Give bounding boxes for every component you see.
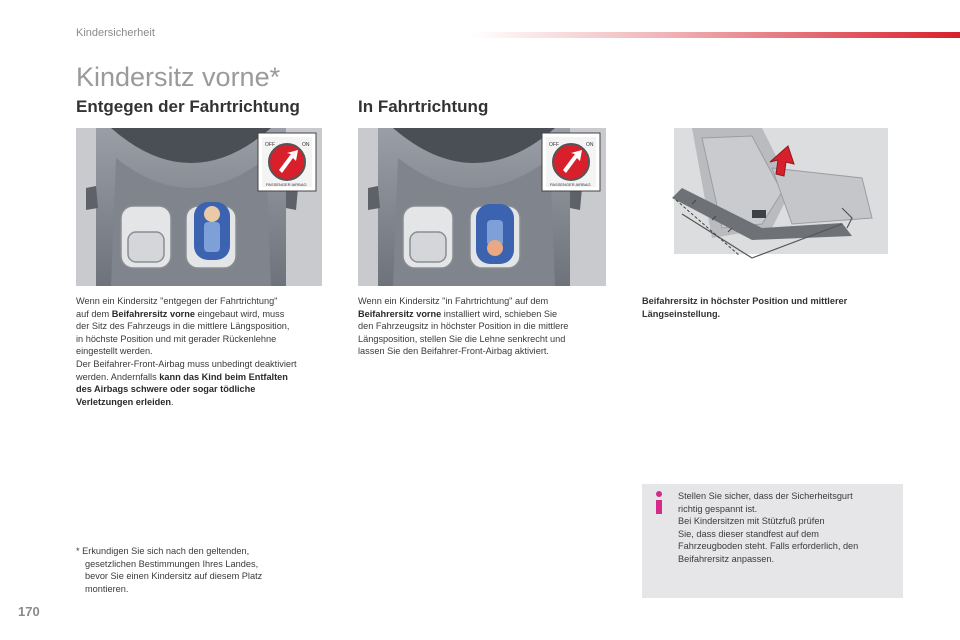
rear-facing-text: Wenn ein Kindersitz "entgegen der Fahrtrichtung" auf dem Beifahrersitz vorne eingebaut wird, muss der Sitz des Fahrzeugs in die mittlere Längsposition, in höchste Position und mit gerader Rückenlehne eingestellt werden. Der Beifahrer-Front-Airbag muss unbedingt deaktiviert werden. Andernfalls kann das Kind beim Entfalten des Airbags schwere oder sogar tödliche Verletzungen erleiden. xyxy=(76,296,297,407)
airbag-text: PASSENGER AIRBAG xyxy=(266,182,307,187)
airbag-on-label: ON xyxy=(586,142,594,148)
airbag-on-label: ON xyxy=(302,142,310,148)
page-number: 170 xyxy=(18,604,40,619)
rear-facing-illustration xyxy=(76,128,322,286)
child-seat-icon xyxy=(476,204,514,264)
driver-seat xyxy=(403,206,453,268)
seat-position-illustration xyxy=(642,128,890,286)
heading-forward-facing: In Fahrtrichtung xyxy=(358,97,489,116)
section-title: Kindersicherheit xyxy=(76,27,155,39)
heading-rear-facing: Entgegen der Fahrtrichtung xyxy=(76,97,300,116)
info-icon xyxy=(652,490,666,516)
airbag-text: PASSENGER AIRBAG xyxy=(550,182,591,187)
footnote: * Erkundigen Sie sich nach den geltenden, gesetzlichen Bestimmungen Ihres Landes, bevor Sie einen Kindersitz auf diesem Platz montieren. xyxy=(76,546,263,594)
forward-facing-illustration xyxy=(358,128,606,286)
forward-facing-text: Wenn ein Kindersitz "in Fahrtrichtung" auf dem Beifahrersitz vorne installiert wird, schieben Sie den Fahrzeugsitz in höchster Position in die mittlere Längsposition, stellen Sie die Lehne senkrecht und lassen Sie den Beifahrer-Front-Airbag aktiviert. xyxy=(358,296,569,357)
info-text: Stellen Sie sicher, dass der Sicherheitsgurt richtig gespannt ist. Bei Kindersitzen mit Stützfuß prüfen Sie, dass dieser standfest auf dem Fahrzeugboden steht. Falls erforderlich, den Beifahrersitz anpassen. xyxy=(678,491,859,564)
airbag-off-label: OFF xyxy=(549,142,559,148)
info-box xyxy=(642,484,903,598)
airbag-off-label: OFF xyxy=(265,142,275,148)
page-title: Kindersitz vorne* xyxy=(76,62,281,92)
seat-position-caption: Beifahrersitz in höchster Position und mittlerer Längseinstellung. xyxy=(642,296,848,319)
child-seat-icon xyxy=(194,202,230,260)
driver-seat xyxy=(121,206,171,268)
header-accent-bar xyxy=(470,32,960,38)
